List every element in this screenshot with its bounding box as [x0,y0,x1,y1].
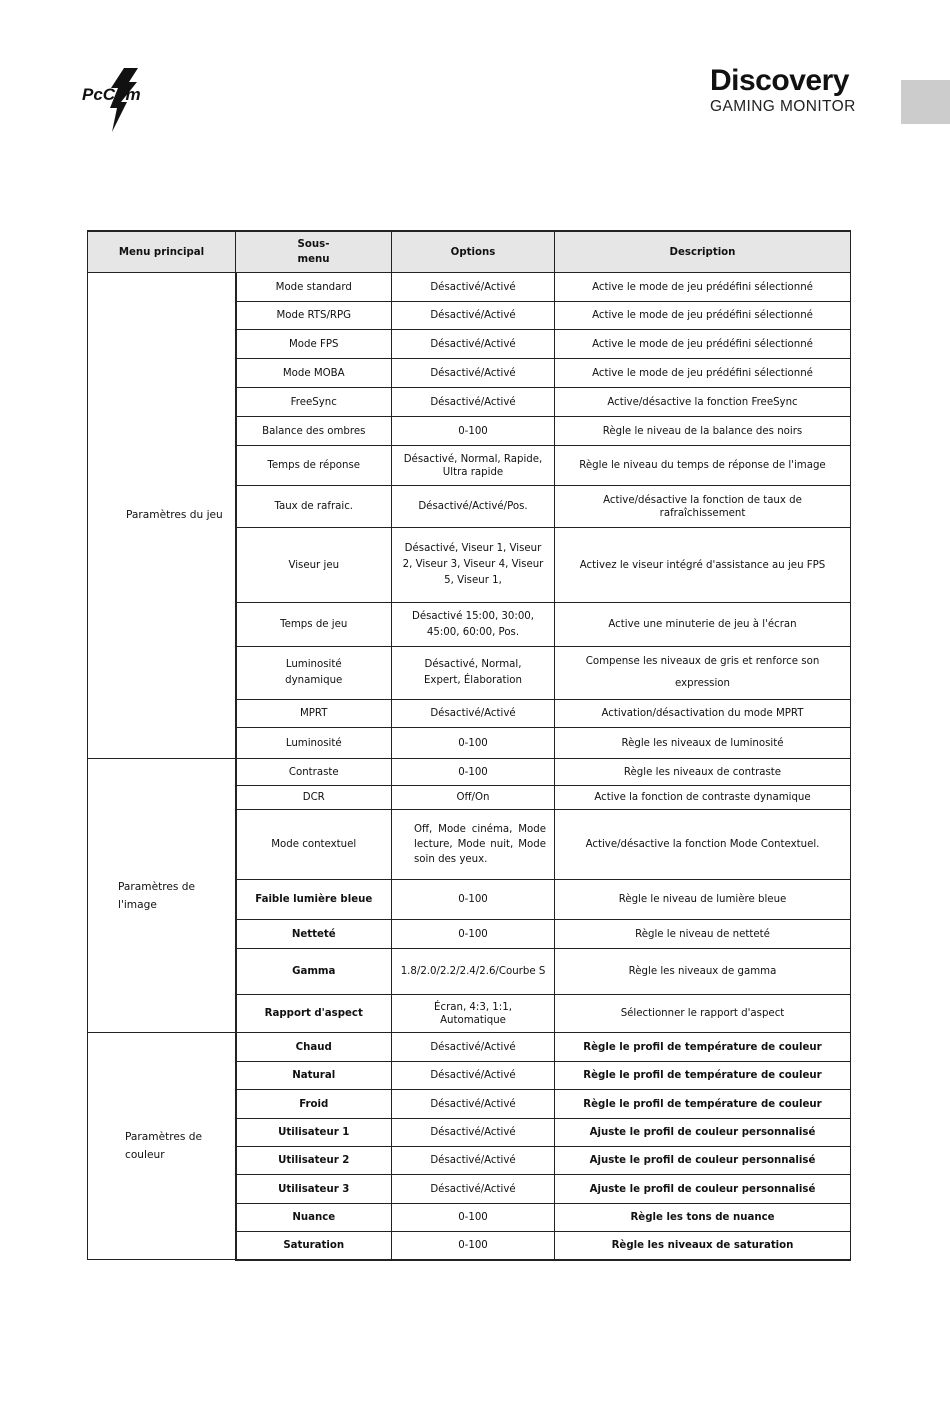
submenu-cell: DCR [236,786,392,810]
description-cell: Règle les niveaux de saturation [555,1232,851,1260]
options-cell: Désactivé/Activé/Pos. [392,486,555,528]
table-header-row [88,231,851,273]
options-cell: Désactivé/Activé [392,1090,555,1119]
options-cell: Désactivé/Activé [392,1033,555,1062]
options-cell: 0-100 [392,1204,555,1232]
description-cell: Règle les niveaux de gamma [555,949,851,995]
description-cell: Ajuste le profil de couleur personnalisé [555,1175,851,1204]
submenu-cell: Balance des ombres [236,417,392,446]
options-cell: 0-100 [392,417,555,446]
submenu-cell: Mode FPS [236,330,392,359]
submenu-cell: Luminosité dynamique [236,647,392,700]
options-cell: Désactivé/Activé [392,1062,555,1090]
description-cell: Règle les niveaux de contraste [555,759,851,786]
submenu-cell: Mode MOBA [236,359,392,388]
pccom-logo [80,66,176,136]
submenu-cell: Froid [236,1090,392,1119]
options-cell: Désactivé 15:00, 30:00, 45:00, 60:00, Pos. [392,603,555,647]
submenu-cell: Contraste [236,759,392,786]
description-cell: Compense les niveaux de gris et renforce son expression [555,647,851,700]
description-cell: Active/désactive la fonction FreeSync [555,388,851,417]
description-cell: Active le mode de jeu prédéfini sélectionné [555,302,851,330]
submenu-cell: Viseur jeu [236,528,392,603]
description-cell: Active le mode de jeu prédéfini sélectionné [555,273,851,302]
column-header-label: Sous-menu [297,239,330,265]
description-cell: Règle les tons de nuance [555,1204,851,1232]
submenu-cell: Natural [236,1062,392,1090]
column-header: Description [555,231,851,273]
description-cell: Ajuste le profil de couleur personnalisé [555,1119,851,1147]
brand-subtitle: GAMING MONITOR [710,98,856,115]
submenu-cell: Chaud [236,1033,392,1062]
submenu-cell: Netteté [236,920,392,949]
group-label: Paramètres du jeu [88,273,236,759]
submenu-cell: Utilisateur 3 [236,1175,392,1204]
options-cell: Désactivé/Activé [392,273,555,302]
description-cell: Ajuste le profil de couleur personnalisé [555,1147,851,1175]
options-cell: Désactivé/Activé [392,359,555,388]
description-cell: Active/désactive la fonction de taux de rafraîchissement [555,486,851,528]
options-cell: 0-100 [392,920,555,949]
submenu-cell: Mode standard [236,273,392,302]
description-cell: Règle le niveau de lumière bleue [555,880,851,920]
options-cell: Désactivé/Activé [392,302,555,330]
options-cell: Écran, 4:3, 1:1, Automatique [392,995,555,1033]
options-cell: Désactivé/Activé [392,1175,555,1204]
osd-menu-table [87,230,851,1261]
options-cell: Désactivé, Viseur 1, Viseur 2, Viseur 3, Viseur 4, Viseur 5, Viseur 1, [392,528,555,603]
table-row [88,759,851,786]
options-cell: 0-100 [392,1232,555,1260]
column-header: Menu principal [88,231,236,273]
group-label: Paramètres de l'image [88,759,236,1033]
submenu-cell: Temps de jeu [236,603,392,647]
logo-wordmark: PcCom [82,85,141,104]
options-cell: Désactivé/Activé [392,1119,555,1147]
description-cell: Active une minuterie de jeu à l'écran [555,603,851,647]
column-header [236,231,392,273]
description-cell: Règle le profil de température de couleur [555,1033,851,1062]
table-row [88,1033,851,1062]
submenu-cell: Nuance [236,1204,392,1232]
options-cell: 0-100 [392,759,555,786]
description-cell: Activez le viseur intégré d'assistance au jeu FPS [555,528,851,603]
table-row [88,273,851,302]
description-cell: Active/désactive la fonction Mode Contextuel. [555,810,851,880]
options-cell: Désactivé, Normal, Expert, Élaboration [392,647,555,700]
submenu-cell: Utilisateur 2 [236,1147,392,1175]
options-cell: Désactivé/Activé [392,388,555,417]
submenu-cell: MPRT [236,700,392,728]
group-label: Paramètres de couleur [88,1033,236,1260]
description-cell: Règle le profil de température de couleur [555,1090,851,1119]
description-cell: Active le mode de jeu prédéfini sélectionné [555,359,851,388]
submenu-cell: Rapport d'aspect [236,995,392,1033]
submenu-cell: Taux de rafraic. [236,486,392,528]
submenu-cell: Temps de réponse [236,446,392,486]
description-cell: Sélectionner le rapport d'aspect [555,995,851,1033]
options-cell: Désactivé/Activé [392,700,555,728]
options-cell: Désactivé/Activé [392,330,555,359]
brand-title: Discovery [710,64,849,97]
submenu-cell: Utilisateur 1 [236,1119,392,1147]
options-cell: 0-100 [392,880,555,920]
description-cell: Active le mode de jeu prédéfini sélectionné [555,330,851,359]
submenu-cell: Mode RTS/RPG [236,302,392,330]
options-cell: 1.8/2.0/2.2/2.4/2.6/Courbe S [392,949,555,995]
options-cell: Désactivé/Activé [392,1147,555,1175]
description-cell: Règle les niveaux de luminosité [555,728,851,759]
side-tab [901,80,950,124]
options-cell: Off, Mode cinéma, Mode lecture, Mode nuit, Mode soin des yeux. [392,810,555,880]
options-cell: Off/On [392,786,555,810]
brand-block [710,66,856,116]
submenu-cell: Luminosité [236,728,392,759]
column-header: Options [392,231,555,273]
submenu-cell: FreeSync [236,388,392,417]
submenu-cell: Gamma [236,949,392,995]
options-cell: Désactivé, Normal, Rapide, Ultra rapide [392,446,555,486]
description-cell: Règle le profil de température de couleur [555,1062,851,1090]
description-cell: Active la fonction de contraste dynamique [555,786,851,810]
options-cell: 0-100 [392,728,555,759]
submenu-cell: Saturation [236,1232,392,1260]
description-cell: Règle le niveau de netteté [555,920,851,949]
description-cell: Règle le niveau de la balance des noirs [555,417,851,446]
lightning-bolt-icon [80,66,176,136]
description-cell: Activation/désactivation du mode MPRT [555,700,851,728]
submenu-cell: Faible lumière bleue [236,880,392,920]
description-cell: Règle le niveau du temps de réponse de l'image [555,446,851,486]
submenu-cell: Mode contextuel [236,810,392,880]
